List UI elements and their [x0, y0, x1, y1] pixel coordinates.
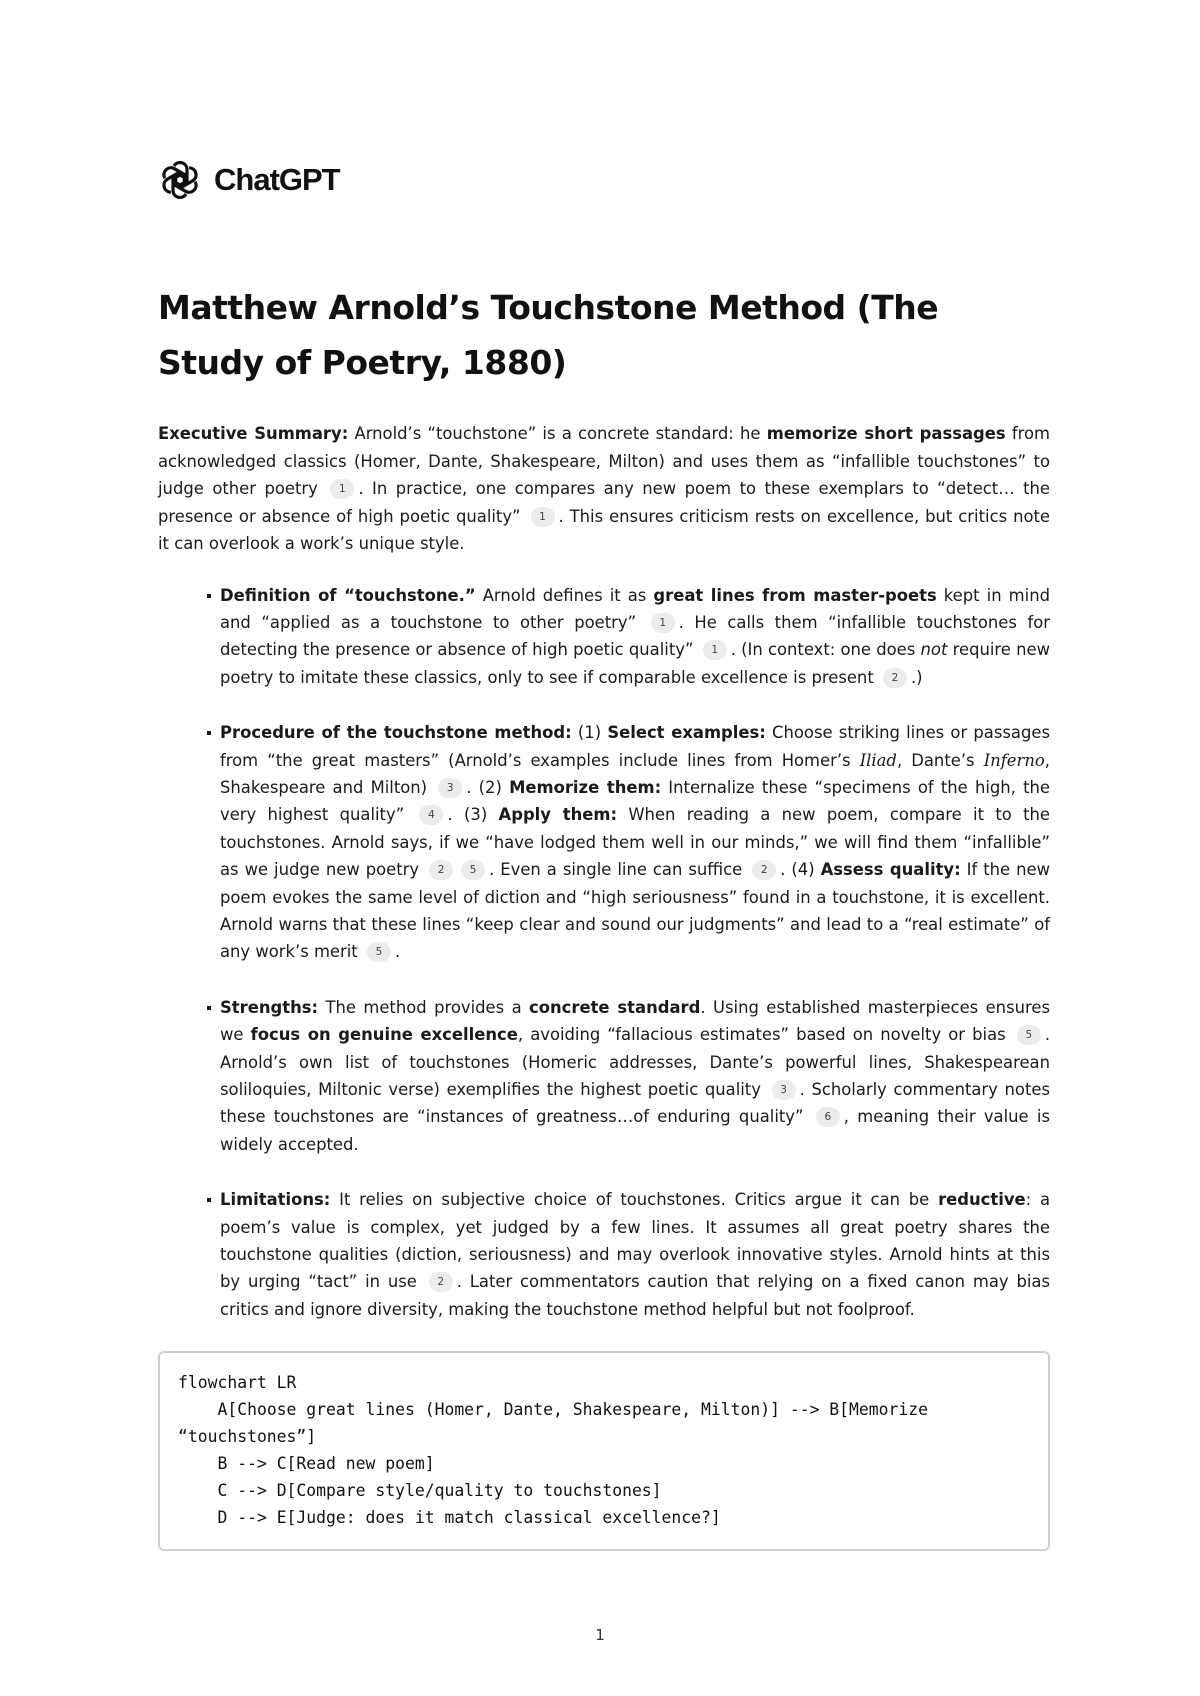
- item-bold: Apply them:: [498, 805, 618, 825]
- citation-badge[interactable]: 1: [330, 479, 354, 499]
- item-text: kept in mind and “applied as a touchstone to other poetry”: [220, 585, 1050, 632]
- item-label: Limitations:: [220, 1190, 331, 1210]
- summary-text: Arnold’s “touchstone” is a concrete standard: he: [348, 424, 767, 443]
- item-text: , meaning their value is widely accepted.: [220, 1107, 1050, 1154]
- item-bold: great lines from master-poets: [653, 585, 937, 605]
- citation-badge[interactable]: 2: [429, 860, 453, 880]
- item-bold: reductive: [938, 1190, 1026, 1210]
- item-text: It relies on subjective choice of touchstones. Critics argue it can be: [330, 1190, 939, 1210]
- item-italic: Iliad: [859, 750, 897, 770]
- citation-badge[interactable]: 2: [883, 668, 907, 688]
- item-text: . Later commentators caution that relying on a fixed canon may bias critics and ignore diversity, making the touchstone method helpful but not foolproof.: [220, 1272, 1050, 1319]
- list-item-limitations: [158, 1186, 1050, 1323]
- citation-badge[interactable]: 2: [752, 860, 776, 880]
- citation-badge[interactable]: 5: [1017, 1025, 1041, 1045]
- item-text: (1): [571, 723, 608, 743]
- item-text: Internalize these “specimens of the high, the very highest quality”: [220, 777, 1050, 825]
- item-label: Procedure of the touchstone method:: [220, 723, 572, 743]
- item-text: When reading a new poem, compare it to the touchstones. Arnold says, if we “have lodged them well in our minds,” we will find them “infallible” as we judge new poetry: [220, 805, 1050, 880]
- item-text: , Dante’s: [896, 750, 984, 770]
- item-text: . Arnold’s own list of touchstones (Homeric addresses, Dante’s powerful lines, Shakespearean soliloquies, Miltonic verse) exemplifies the highest poetic quality: [220, 1025, 1051, 1099]
- list-item-definition: [158, 582, 1050, 692]
- executive-summary: [158, 420, 1050, 558]
- item-text: , Shakespeare and Milton): [220, 750, 1050, 797]
- item-bold: Assess quality:: [820, 860, 961, 880]
- list-item-procedure: [158, 719, 1050, 966]
- summary-text: from acknowledged classics (Homer, Dante, Shakespeare, Milton) and uses them as “infallible touchstones” to judge other poetry: [158, 424, 1051, 498]
- item-text: require new poetry to imitate these classics, only to see if comparable excellence is present: [220, 640, 1051, 687]
- item-text: . (In context: one does: [730, 640, 921, 660]
- document-page: [158, 150, 1050, 1551]
- page-number: 1: [595, 1626, 605, 1644]
- citation-badge[interactable]: 6: [816, 1107, 840, 1127]
- bullet-list: [158, 582, 1050, 1324]
- item-text: . (4): [780, 860, 821, 880]
- citation-badge[interactable]: 3: [438, 778, 462, 798]
- item-text: Arnold defines it as: [475, 585, 654, 605]
- item-bold: concrete standard: [529, 997, 701, 1017]
- item-bold: Memorize them:: [509, 777, 662, 797]
- item-text: If the new poem evokes the same level of diction and “high seriousness” found in a touchstone, it is excellent. Arnold warns that these lines “keep clear and sound our judgments” and lead to a “real estimate” of any work’s merit: [220, 860, 1051, 962]
- brand-header: [158, 150, 1050, 210]
- item-text: .): [910, 667, 923, 687]
- item-text: Choose striking lines or passages from “the great masters” (Arnold’s examples include lines from Homer’s: [220, 723, 1050, 770]
- item-text: The method provides a: [318, 997, 530, 1017]
- brand-name: ChatGPT: [214, 162, 340, 197]
- citation-badge[interactable]: 1: [703, 640, 727, 660]
- item-italic: Inferno: [983, 750, 1045, 770]
- item-label: Strengths:: [220, 997, 319, 1017]
- citation-badge[interactable]: 5: [367, 942, 391, 962]
- item-italic: not: [920, 640, 948, 660]
- item-text: . He calls them “infallible touchstones for detecting the presence or absence of high poetic quality”: [220, 612, 1050, 660]
- openai-logo-icon: [158, 158, 202, 202]
- item-text: . Scholarly commentary notes these touchstones are “instances of greatness…of enduring quality”: [220, 1080, 1050, 1127]
- page-title: Matthew Arnold’s Touchstone Method (The Study of Poetry, 1880): [158, 288, 939, 382]
- summary-bold: memorize short passages: [766, 424, 1006, 443]
- item-text: . Even a single line can suffice: [489, 860, 749, 880]
- citation-badge[interactable]: 5: [461, 860, 485, 880]
- citation-badge[interactable]: 2: [429, 1272, 453, 1292]
- item-label: Definition of “touchstone.”: [220, 585, 476, 605]
- item-bold: Select examples:: [607, 723, 766, 743]
- item-bold: focus on genuine excellence: [250, 1025, 518, 1045]
- summary-text: . This ensures criticism rests on excellence, but critics note it can overlook a work’s unique style.: [158, 506, 1050, 553]
- summary-text: . In practice, one compares any new poem to these exemplars to “detect… the presence or absence of high poetic quality”: [158, 479, 1050, 526]
- citation-badge[interactable]: 1: [531, 507, 555, 527]
- code-block[interactable]: flowchart LR A[Choose great lines (Homer, Dante, Shakespeare, Milton)] --> B[Memorize “touchstones”] B --> C[Read new poem] C --> D[Compare style/quality to touchstones] D --> E[Judge: does it match classical excellence?]: [158, 1351, 1050, 1551]
- item-text: . Using established masterpieces ensures we: [220, 997, 1050, 1045]
- list-item-strengths: [158, 994, 1050, 1158]
- item-text: .: [394, 942, 401, 962]
- item-text: . (2): [466, 777, 510, 797]
- citation-badge[interactable]: 3: [772, 1080, 796, 1100]
- item-text: . (3): [447, 805, 499, 825]
- summary-label: Executive Summary:: [158, 424, 349, 443]
- citation-badge[interactable]: 1: [651, 613, 675, 633]
- citation-badge[interactable]: 4: [419, 805, 443, 825]
- item-text: : a poem’s value is complex, yet judged by a few lines. It assumes all great poetry shares the touchstone qualities (diction, seriousness) and may overlook innovative styles. Arnold hints at this by urging “tact” in use: [220, 1190, 1050, 1292]
- item-text: , avoiding “fallacious estimates” based on novelty or bias: [517, 1025, 1013, 1045]
